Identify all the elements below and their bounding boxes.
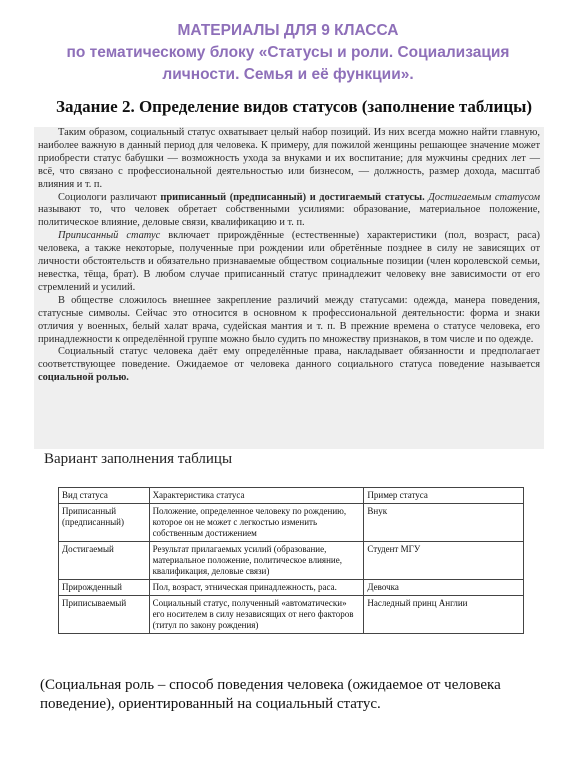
status-table [58, 487, 524, 634]
scan-text: называют то, что человек обретает собственными усилиями: образование, материальное положение, политическое влияние, деловые связи, квалификацию и т. п. [38, 204, 540, 229]
table-cell: Девочка [364, 580, 524, 596]
header-line-2: по тематическому блоку «Статусы и роли. Социализация [66, 44, 510, 61]
header-line-3: личности. Семья и её функции». [162, 66, 414, 83]
table-cell: Прирожденный [59, 580, 150, 596]
table-header-cell: Пример статуса [364, 488, 524, 504]
table-cell: Социальный статус, полученный «автоматически» его носителем в силу независящих от него факторов (титул по закону рождения) [149, 596, 364, 634]
table-cell: Достигаемый [59, 542, 150, 580]
scan-text: Социальный статус человека даёт ему определённые права, накладывает обязанности и предполагает соответствующее поведение. Ожидаемое от человека данного социального статуса поведение называется [38, 346, 540, 371]
scan-text-bold: приписанный (предписанный) и достигаемый статусы. [160, 191, 425, 203]
table-header-row [59, 488, 524, 504]
document-header [20, 20, 556, 86]
table-header-cell: Вид статуса [59, 488, 150, 504]
scan-paragraph-4: В обществе сложилось внешнее закрепление различий между статусами: одежда, манера поведения, статусные символы. Сейчас это относится в основном к профессиональной деятельности: форма и знаки отличия у военных, белый халат врача, судейская мантия и т. п. В прежние времена о статусе человека, его принадлежности к определённой группе можно было судить по множеству признаков, в том числе и по одежде. [38, 294, 540, 345]
table-cell: Положение, определенное человеку по рождению, которое он не может с легкостью изменить собственным достижением [149, 504, 364, 542]
scan-text-italic: Приписанный статус [58, 230, 161, 242]
header-line-1: МАТЕРИАЛЫ ДЛЯ 9 КЛАССА [177, 22, 399, 39]
table-row [59, 542, 524, 580]
table-cell: Приписываемый [59, 596, 150, 634]
table-cell: Наследный принц Англии [364, 596, 524, 634]
footer-note: (Социальная роль – способ поведения человека (ожидаемое от человека поведение), ориентированный на социальный статус. [40, 677, 501, 712]
scan-text: включает прирождённые (естественные) характеристики (пол, возраст, раса) человека, а также некоторые, полученные при рождении или обретённые позднее в силу не зависящих от личности обстоятельств и обязательно признаваемые обществом социальные позиции (член королевской семьи, невестка, тёща, брат). В любом случае приписанный статус принадлежит человеку вне зависимости от его стремлений и усилий. [38, 230, 540, 293]
scan-text: Социологи различают [58, 191, 161, 203]
table-cell: Внук [364, 504, 524, 542]
table-cell: Результат прилагаемых усилий (образование, материальное положение, политическое влияние, квалификация, деловые связи) [149, 542, 364, 580]
scan-text-bold: социальной ролью. [38, 372, 129, 384]
scan-paragraph-5 [34, 346, 544, 385]
table-row [59, 596, 524, 634]
scan-paragraph-2 [34, 192, 544, 231]
table-row [59, 504, 524, 542]
scan-paragraph-1: Таким образом, социальный статус охватывает целый набор позиций. Из них всегда можно найти главную, наиболее важную в данный период для человека. К примеру, для пожилой женщины решающее значение может приобрести статус бабушки — возможность ухода за внуками и их воспитание; для мужчины средних лет — всё, что связано с профессиональной деятельностью или бизнесом, — должность, размер дохода, масштаб влияния и т. п. [38, 127, 540, 190]
table-row [59, 580, 524, 596]
variant-title: Вариант заполнения таблицы [44, 451, 233, 467]
scan-paragraph-3 [34, 230, 544, 295]
scan-text-italic: Достигаемым статусом [424, 191, 540, 203]
table-cell: Приписанный (предписанный) [59, 504, 150, 542]
table-cell: Пол, возраст, этническая принадлежность, раса. [149, 580, 364, 596]
table-header-cell: Характеристика статуса [149, 488, 364, 504]
task-title: Задание 2. Определение видов статусов (заполнение таблицы) [56, 97, 533, 116]
scanned-textbook-excerpt [34, 127, 544, 449]
table-cell: Студент МГУ [364, 542, 524, 580]
